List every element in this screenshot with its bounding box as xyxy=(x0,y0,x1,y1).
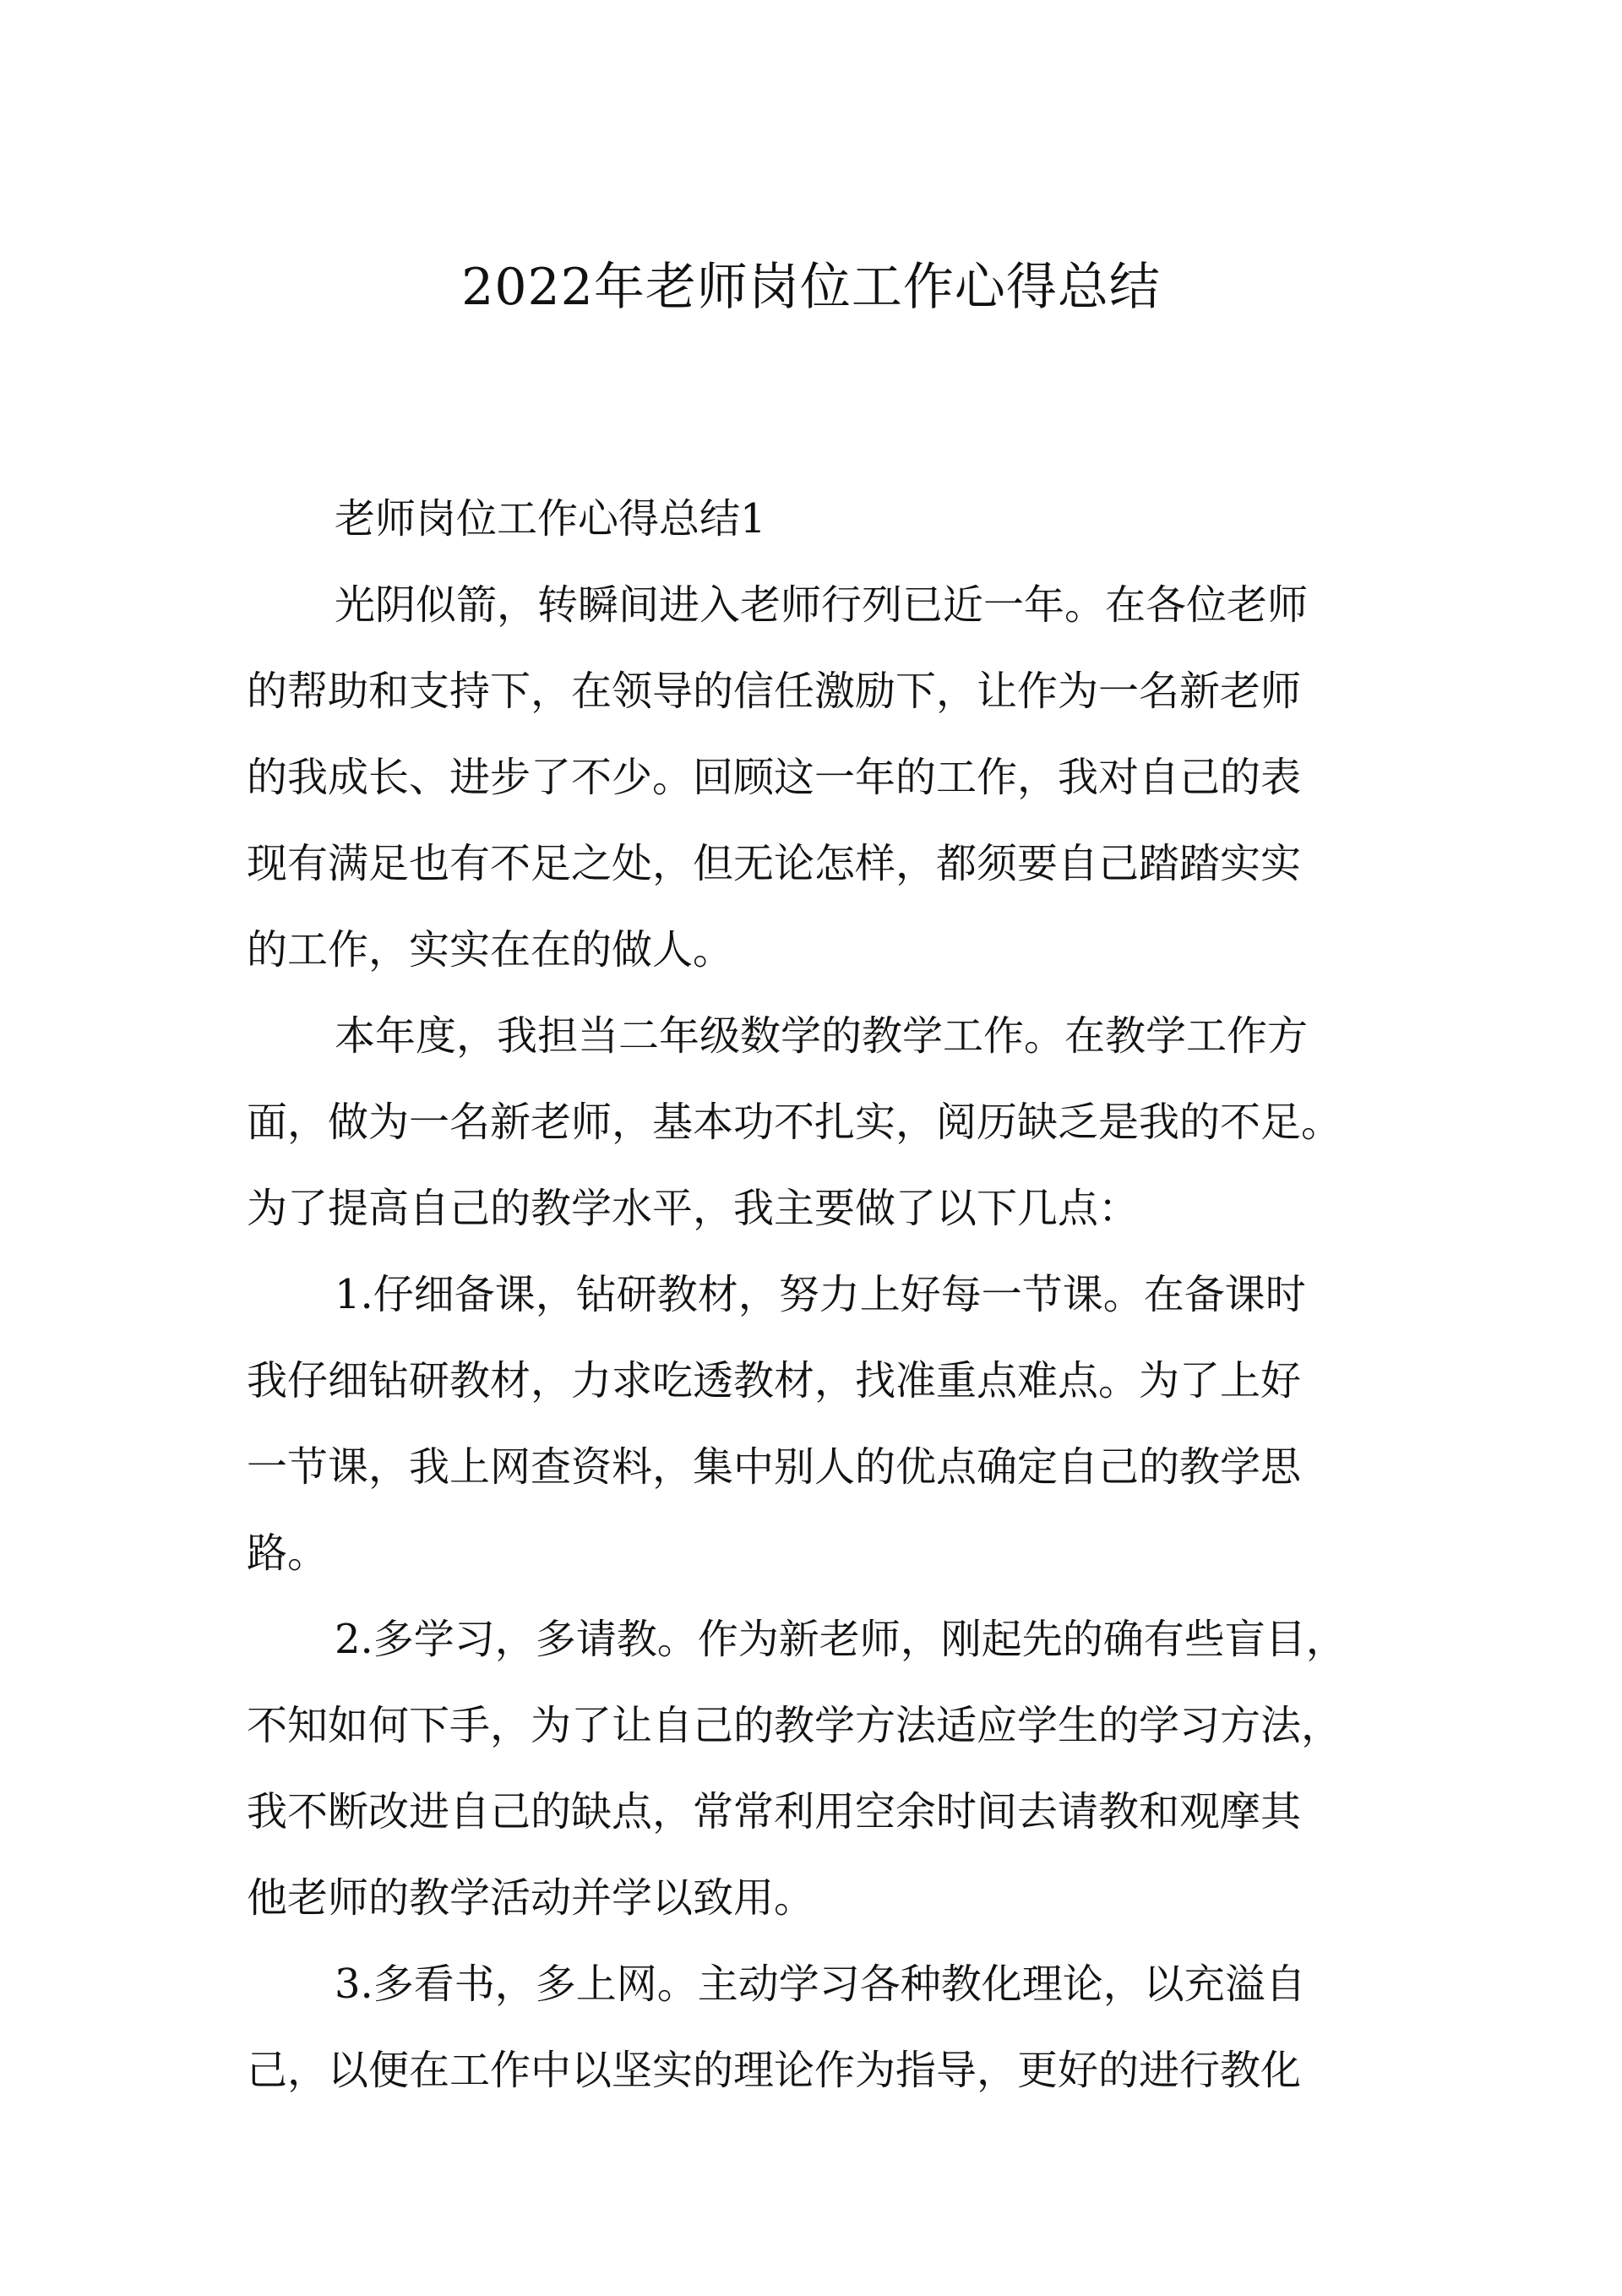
paragraph-line: 面，做为一名新老师，基本功不扎实，阅历缺乏是我的不足。 xyxy=(247,1099,1342,1146)
list-item-line: 3.多看书，多上网。主动学习各种教化理论，以充溢自 xyxy=(335,1961,1306,2008)
list-item-line: 不知如何下手，为了让自己的教学方法适应学生的学习方法， xyxy=(247,1702,1342,1749)
section-heading: 老师岗位工作心得总结1 xyxy=(335,495,766,543)
list-item-line: 1.仔细备课，钻研教材，努力上好每一节课。在备课时 xyxy=(335,1271,1306,1318)
paragraph-line: 现有满足也有不足之处，但无论怎样，都须要自己踏踏实实 xyxy=(247,840,1302,887)
list-item-line: 我不断改进自己的缺点，常常利用空余时间去请教和观摩其 xyxy=(247,1788,1302,1835)
list-item-line: 己，以便在工作中以坚实的理论作为指导，更好的进行教化 xyxy=(247,2047,1302,2094)
document-title: 2022年老师岗位工作心得总结 xyxy=(461,258,1161,317)
paragraph-line: 的工作，实实在在的做人。 xyxy=(247,926,734,973)
list-item-line: 2.多学习，多请教。作为新老师，刚起先的确有些盲目， xyxy=(335,1616,1347,1663)
paragraph-line: 的帮助和支持下，在领导的信任激励下，让作为一名新老师 xyxy=(247,668,1302,715)
list-item-line: 他老师的教学活动并学以致用。 xyxy=(247,1874,815,1922)
paragraph-line: 本年度，我担当二年级数学的教学工作。在教学工作方 xyxy=(335,1012,1309,1060)
list-item-line: 一节课，我上网查资料，集中别人的优点确定自己的教学思 xyxy=(247,1443,1302,1491)
list-item-line: 路。 xyxy=(247,1530,329,1577)
paragraph-line: 的我成长、进步了不少。回顾这一年的工作，我对自己的表 xyxy=(247,754,1302,801)
document-body xyxy=(247,492,1375,2130)
paragraph-line: 光阴似箭，转瞬间进入老师行列已近一年。在各位老师 xyxy=(335,581,1309,629)
paragraph-line: 为了提高自己的教学水平，我主要做了以下几点： xyxy=(247,1185,1140,1232)
list-item-line: 我仔细钻研教材，力求吃透教材，找准重点难点。为了上好 xyxy=(247,1357,1302,1404)
